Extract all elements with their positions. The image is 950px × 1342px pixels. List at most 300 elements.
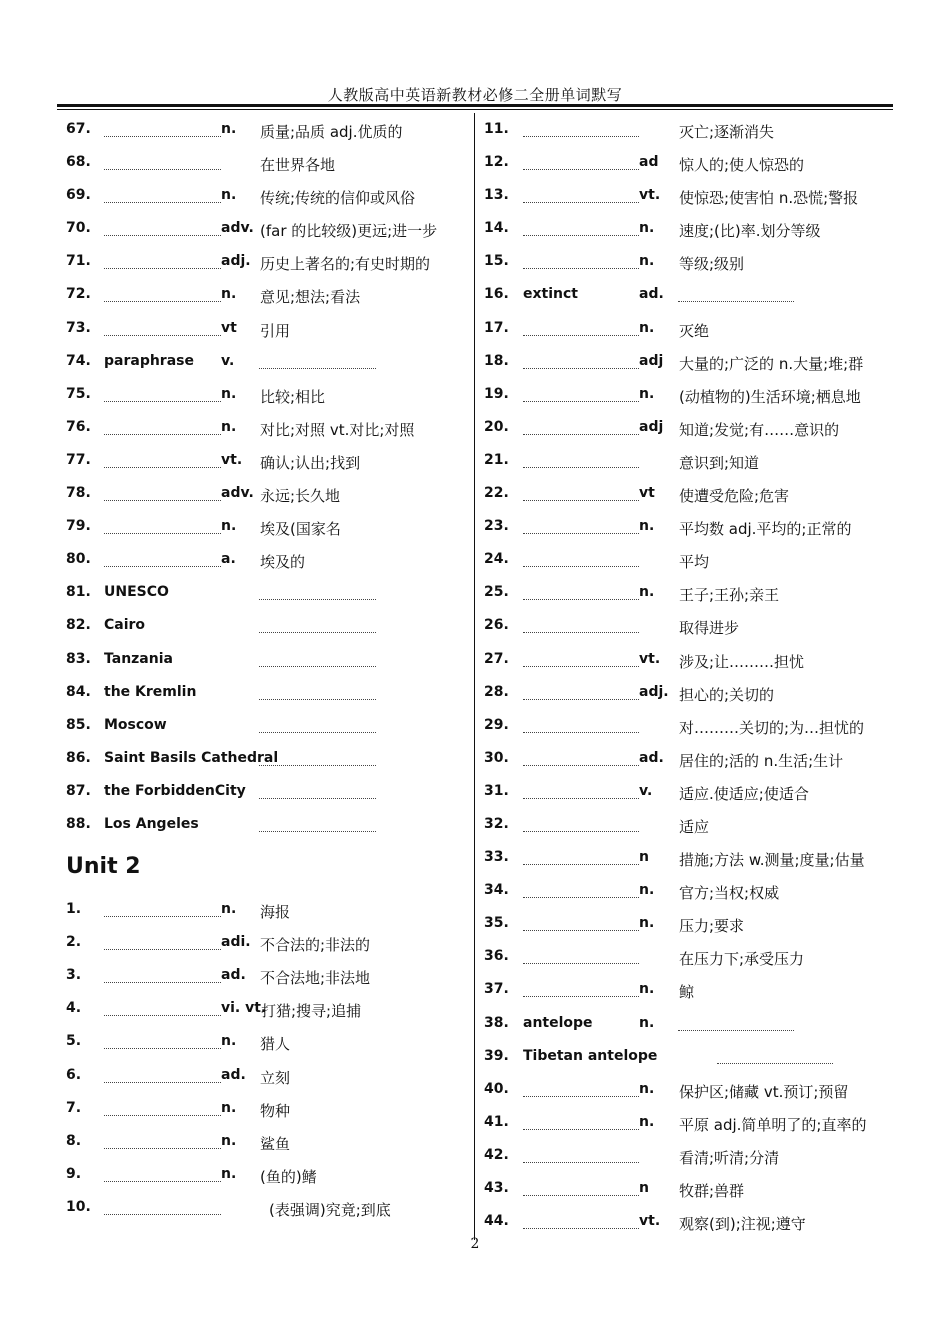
item-number: 36. <box>484 948 509 965</box>
answer-blank <box>104 982 221 983</box>
list-item <box>484 577 894 610</box>
list-item <box>484 1107 894 1140</box>
chinese-meaning: 速度;(比)率.划分等级 <box>679 222 821 241</box>
list-item <box>66 610 466 643</box>
chinese-meaning: 适应.使适应;使适合 <box>679 784 809 803</box>
answer-blank <box>104 949 221 950</box>
list-item <box>484 677 894 710</box>
chinese-meaning: 确认;认出;找到 <box>260 453 361 472</box>
part-of-speech: n. <box>639 253 655 270</box>
item-number: 20. <box>484 418 509 435</box>
part-of-speech: ad. <box>639 286 664 303</box>
header-rule-thick <box>57 104 893 107</box>
answer-blank <box>523 996 639 997</box>
list-item <box>66 346 466 379</box>
item-number: 72. <box>66 286 91 303</box>
answer-blank <box>523 666 639 667</box>
list-item <box>484 246 894 279</box>
chinese-meaning: 在压力下;承受压力 <box>679 950 805 969</box>
answer-blank <box>717 1063 833 1064</box>
list-item <box>484 941 894 974</box>
answer-blank <box>523 1195 639 1196</box>
chinese-meaning: 质量;品质 adj.优质的 <box>260 123 403 141</box>
item-number: 40. <box>484 1080 509 1097</box>
item-number: 39. <box>484 1047 509 1064</box>
item-number: 12. <box>484 154 509 171</box>
list-item <box>484 346 894 379</box>
list-item <box>484 974 894 1007</box>
list-item <box>66 644 466 677</box>
list-item <box>66 809 466 842</box>
part-of-speech: adj. <box>221 253 251 270</box>
part-of-speech: n. <box>639 220 655 237</box>
chinese-meaning: 鲸 <box>679 983 695 1002</box>
chinese-meaning: (far 的比较级)更远;进一步 <box>260 222 438 241</box>
part-of-speech: n. <box>639 1014 655 1031</box>
list-item <box>484 114 894 147</box>
list-item <box>66 1192 466 1225</box>
part-of-speech: n. <box>639 319 655 336</box>
chinese-meaning: 牧群;兽群 <box>679 1182 745 1200</box>
list-item <box>66 1026 466 1059</box>
part-of-speech: n. <box>639 584 655 601</box>
answer-blank <box>104 401 221 402</box>
list-item <box>66 180 466 213</box>
list-item <box>66 1093 466 1126</box>
item-number: 73. <box>66 319 91 336</box>
part-of-speech: n. <box>221 418 237 435</box>
list-item <box>484 875 894 908</box>
chinese-meaning: 灭绝 <box>679 321 710 340</box>
chinese-meaning: 王子;王孙;亲王 <box>679 586 780 605</box>
part-of-speech: n. <box>221 1099 237 1116</box>
chinese-meaning: (动植物的)生活环境;栖息地 <box>679 387 861 406</box>
list-item <box>66 478 466 511</box>
item-number: 7. <box>66 1099 82 1116</box>
item-number: 6. <box>66 1066 82 1083</box>
item-number: 41. <box>484 1113 509 1130</box>
answer-blank <box>523 831 639 832</box>
part-of-speech: vi. vt. <box>221 1000 267 1017</box>
answer-blank <box>523 202 639 203</box>
item-number: 87. <box>66 782 91 799</box>
item-number: 11. <box>484 121 509 137</box>
list-item <box>66 577 466 610</box>
list-item <box>66 1060 466 1093</box>
answer-blank <box>104 500 221 501</box>
chinese-meaning: 大量的;广泛的 n.大量;堆;群 <box>679 354 864 373</box>
part-of-speech: a. <box>221 551 236 568</box>
list-item <box>484 908 894 941</box>
part-of-speech: vt. <box>221 451 243 468</box>
item-number: 31. <box>484 782 509 799</box>
chinese-meaning: 官方;当权;权威 <box>679 884 780 903</box>
part-of-speech: n. <box>639 981 655 998</box>
answer-blank <box>104 566 221 567</box>
list-item <box>66 147 466 180</box>
item-number: 83. <box>66 650 91 667</box>
chinese-meaning: 引用 <box>260 321 291 340</box>
answer-blank <box>523 1096 639 1097</box>
answer-blank <box>523 368 639 369</box>
list-item <box>484 412 894 445</box>
answer-blank <box>259 368 376 369</box>
chinese-meaning: 历史上著名的;有史时期的 <box>260 255 431 274</box>
item-number: 85. <box>66 716 91 733</box>
item-number: 26. <box>484 617 509 634</box>
list-item <box>66 246 466 279</box>
list-item <box>66 677 466 710</box>
answer-blank <box>523 864 639 865</box>
list-item <box>484 379 894 412</box>
part-of-speech: v. <box>639 782 653 799</box>
item-number: 77. <box>66 451 91 468</box>
answer-blank <box>259 765 376 766</box>
item-number: 43. <box>484 1180 509 1196</box>
list-item <box>484 1173 894 1206</box>
answer-blank <box>259 798 376 799</box>
answer-blank <box>523 136 639 137</box>
list-item <box>66 313 466 346</box>
item-number: 34. <box>484 882 509 899</box>
part-of-speech: vt <box>221 319 237 336</box>
part-of-speech: n. <box>639 915 655 932</box>
answer-blank <box>259 599 376 600</box>
chinese-meaning: 平均数 adj.平均的;正常的 <box>679 520 852 539</box>
answer-blank <box>523 798 639 799</box>
item-number: 84. <box>66 683 91 700</box>
english-word: extinct <box>523 286 578 303</box>
item-number: 18. <box>484 352 509 369</box>
part-of-speech: n <box>639 1180 649 1196</box>
part-of-speech: vt. <box>639 1213 661 1230</box>
part-of-speech: n. <box>221 901 237 918</box>
answer-blank <box>104 434 221 435</box>
part-of-speech: adj <box>639 352 664 369</box>
item-number: 80. <box>66 551 91 568</box>
chinese-meaning: 在世界各地 <box>260 156 336 175</box>
part-of-speech: vt. <box>639 650 661 667</box>
column-divider <box>474 113 475 1240</box>
chinese-meaning: 意识到;知道 <box>679 453 760 472</box>
answer-blank <box>523 1162 639 1163</box>
answer-blank <box>104 1048 221 1049</box>
item-number: 27. <box>484 650 509 667</box>
answer-blank <box>259 831 376 832</box>
chinese-meaning: 意见;想法;看法 <box>260 288 361 307</box>
item-number: 24. <box>484 551 509 568</box>
answer-blank <box>523 963 639 964</box>
english-word: the Kremlin <box>104 683 197 700</box>
chinese-meaning: 知道;发觉;有……意识的 <box>679 420 840 439</box>
part-of-speech: vt. <box>639 187 661 204</box>
item-number: 23. <box>484 518 509 535</box>
answer-blank <box>678 301 794 302</box>
item-number: 86. <box>66 749 91 766</box>
chinese-meaning: 海报 <box>260 903 291 922</box>
english-word: Moscow <box>104 716 167 733</box>
item-number: 15. <box>484 253 509 270</box>
answer-blank <box>104 1082 221 1083</box>
answer-blank <box>104 467 221 468</box>
item-number: 16. <box>484 286 509 303</box>
item-number: 33. <box>484 849 509 866</box>
answer-blank <box>104 301 221 302</box>
list-item <box>484 1074 894 1107</box>
item-number: 69. <box>66 187 91 204</box>
list-item <box>484 1206 894 1239</box>
chinese-meaning: 埃及的 <box>260 553 306 572</box>
chinese-meaning: 对………关切的;为…担忧的 <box>679 718 865 737</box>
item-number: 42. <box>484 1146 509 1163</box>
list-item <box>484 842 894 875</box>
chinese-meaning: 鲨鱼 <box>260 1134 291 1153</box>
part-of-speech: n. <box>639 882 655 899</box>
chinese-meaning: 适应 <box>679 817 710 836</box>
answer-blank <box>104 268 221 269</box>
item-number: 37. <box>484 981 509 998</box>
unit-heading <box>66 842 466 894</box>
list-item <box>66 960 466 993</box>
chinese-meaning: 等级;级别 <box>679 255 745 274</box>
list-item <box>66 445 466 478</box>
list-item <box>66 544 466 577</box>
chinese-meaning: 猎人 <box>260 1035 291 1054</box>
list-item <box>66 114 466 147</box>
item-number: 70. <box>66 220 91 237</box>
chinese-meaning: 比较;相比 <box>260 387 326 406</box>
answer-blank <box>259 732 376 733</box>
list-item <box>66 1126 466 1159</box>
unit-heading-text: Unit 2 <box>66 854 141 880</box>
list-item <box>484 445 894 478</box>
chinese-meaning: 物种 <box>260 1101 291 1120</box>
answer-blank <box>104 533 221 534</box>
item-number: 79. <box>66 518 91 535</box>
answer-blank <box>523 401 639 402</box>
part-of-speech: n. <box>639 518 655 535</box>
answer-blank <box>104 202 221 203</box>
chinese-meaning: 不合法的;非法的 <box>260 936 371 955</box>
item-number: 13. <box>484 187 509 204</box>
english-word: paraphrase <box>104 352 194 369</box>
item-number: 3. <box>66 967 82 984</box>
english-word: Cairo <box>104 617 146 634</box>
item-number: 82. <box>66 617 91 634</box>
english-word: Los Angeles <box>104 815 199 832</box>
part-of-speech: n. <box>639 385 655 402</box>
answer-blank <box>104 136 221 137</box>
item-number: 68. <box>66 154 91 171</box>
chinese-meaning: 打猎;搜寻;追捕 <box>261 1002 362 1021</box>
part-of-speech: v. <box>221 352 235 369</box>
answer-blank <box>523 268 639 269</box>
item-number: 9. <box>66 1165 82 1182</box>
answer-blank <box>678 1030 794 1031</box>
part-of-speech: n. <box>221 1132 237 1149</box>
chinese-meaning: (鱼的)鳍 <box>260 1167 317 1186</box>
list-item <box>484 776 894 809</box>
chinese-meaning: 压力;要求 <box>679 917 745 936</box>
list-item <box>484 809 894 842</box>
chinese-meaning: 居住的;活的 n.生活;生计 <box>679 751 844 770</box>
chinese-meaning: 埃及(国家名 <box>260 520 341 539</box>
list-item <box>66 894 466 927</box>
answer-blank <box>523 599 639 600</box>
part-of-speech: n <box>639 849 649 866</box>
answer-blank <box>523 500 639 501</box>
chinese-meaning: 取得进步 <box>679 619 740 638</box>
unit1-list <box>66 114 466 842</box>
list-item <box>484 610 894 643</box>
answer-blank <box>104 1214 221 1215</box>
chinese-meaning: 观察(到);注视;遵守 <box>679 1215 806 1234</box>
list-item <box>484 710 894 743</box>
item-number: 22. <box>484 485 509 502</box>
answer-blank <box>523 566 639 567</box>
list-item <box>66 710 466 743</box>
answer-blank <box>523 897 639 898</box>
answer-blank <box>104 235 221 236</box>
english-word: the ForbiddenCity <box>104 782 246 799</box>
item-number: 30. <box>484 749 509 766</box>
chinese-meaning: 担心的;关切的 <box>679 685 775 704</box>
item-number: 67. <box>66 121 91 137</box>
item-number: 19. <box>484 385 509 402</box>
list-item <box>66 379 466 412</box>
chinese-meaning: 保护区;储藏 vt.预订;预留 <box>679 1082 849 1101</box>
part-of-speech: n. <box>639 1080 655 1097</box>
answer-blank <box>523 1228 639 1229</box>
list-item <box>66 511 466 544</box>
answer-blank <box>104 335 221 336</box>
unit2-list-continued <box>484 114 894 1239</box>
list-item <box>484 1140 894 1173</box>
part-of-speech: n. <box>221 1033 237 1050</box>
list-item <box>484 279 894 312</box>
answer-blank <box>523 533 639 534</box>
answer-blank <box>104 1015 221 1016</box>
item-number: 2. <box>66 934 82 951</box>
item-number: 1. <box>66 901 82 918</box>
item-number: 88. <box>66 815 91 832</box>
item-number: 71. <box>66 253 91 270</box>
chinese-meaning: 不合法地;非法地 <box>260 969 371 988</box>
item-number: 5. <box>66 1033 82 1050</box>
item-number: 78. <box>66 485 91 502</box>
list-item <box>484 511 894 544</box>
part-of-speech: adv. <box>221 485 254 502</box>
chinese-meaning: 平原 adj.简单明了的;直率的 <box>679 1115 867 1134</box>
chinese-meaning: 使遭受危险;危害 <box>679 487 790 506</box>
unit2-list <box>66 894 466 1225</box>
item-number: 10. <box>66 1198 91 1215</box>
chinese-meaning: 立刻 <box>260 1068 291 1087</box>
part-of-speech: n. <box>221 121 237 137</box>
list-item <box>484 1008 894 1041</box>
chinese-meaning: (表强调)究竟;到底 <box>269 1200 391 1219</box>
part-of-speech: n. <box>639 1113 655 1130</box>
page-number: 2 <box>470 1236 480 1252</box>
part-of-speech: adj. <box>639 683 669 700</box>
list-item <box>484 213 894 246</box>
left-column <box>66 114 466 1225</box>
english-word: Tibetan antelope <box>523 1047 658 1064</box>
item-number: 32. <box>484 815 509 832</box>
item-number: 8. <box>66 1132 82 1149</box>
list-item <box>66 993 466 1026</box>
answer-blank <box>523 434 639 435</box>
list-item <box>66 279 466 312</box>
chinese-meaning: 传统;传统的信仰或风俗 <box>260 189 416 208</box>
list-item <box>484 1041 894 1074</box>
chinese-meaning: 平均 <box>679 553 710 572</box>
list-item <box>66 776 466 809</box>
list-item <box>66 927 466 960</box>
list-item <box>66 743 466 776</box>
list-item <box>66 412 466 445</box>
list-item <box>484 313 894 346</box>
chinese-meaning: 永远;长久地 <box>260 487 341 506</box>
part-of-speech: ad. <box>221 967 246 984</box>
answer-blank <box>523 169 639 170</box>
list-item <box>66 1159 466 1192</box>
list-item <box>484 644 894 677</box>
answer-blank <box>523 632 639 633</box>
chinese-meaning: 涉及;让………担忧 <box>679 652 805 671</box>
item-number: 21. <box>484 451 509 468</box>
list-item <box>484 180 894 213</box>
part-of-speech: ad. <box>221 1066 246 1083</box>
part-of-speech: n. <box>221 518 237 535</box>
part-of-speech: n. <box>221 187 237 204</box>
english-word: Tanzania <box>104 650 173 667</box>
part-of-speech: adv. <box>221 220 254 237</box>
list-item <box>484 743 894 776</box>
answer-blank <box>523 1129 639 1130</box>
answer-blank <box>523 765 639 766</box>
english-word: antelope <box>523 1014 593 1031</box>
item-number: 38. <box>484 1014 509 1031</box>
english-word: UNESCO <box>104 584 169 601</box>
page-header-title: 人教版高中英语新教材必修二全册单词默写 <box>327 86 623 104</box>
item-number: 74. <box>66 352 91 369</box>
answer-blank <box>523 235 639 236</box>
chinese-meaning: 使惊恐;使害怕 n.恐慌;警报 <box>679 189 859 208</box>
part-of-speech: ad <box>639 154 659 171</box>
part-of-speech: ad. <box>639 749 664 766</box>
item-number: 4. <box>66 1000 82 1017</box>
answer-blank <box>523 699 639 700</box>
item-number: 25. <box>484 584 509 601</box>
part-of-speech: n. <box>221 1165 237 1182</box>
answer-blank <box>104 169 221 170</box>
list-item <box>484 544 894 577</box>
part-of-speech: adj <box>639 418 664 435</box>
answer-blank <box>104 1148 221 1149</box>
list-item <box>66 213 466 246</box>
item-number: 28. <box>484 683 509 700</box>
part-of-speech: adi. <box>221 934 251 951</box>
answer-blank <box>523 335 639 336</box>
chinese-meaning: 看清;听清;分清 <box>679 1148 780 1167</box>
part-of-speech: n. <box>221 286 237 303</box>
answer-blank <box>259 699 376 700</box>
item-number: 35. <box>484 915 509 932</box>
answer-blank <box>104 916 221 917</box>
item-number: 81. <box>66 584 91 601</box>
part-of-speech: vt <box>639 485 655 502</box>
